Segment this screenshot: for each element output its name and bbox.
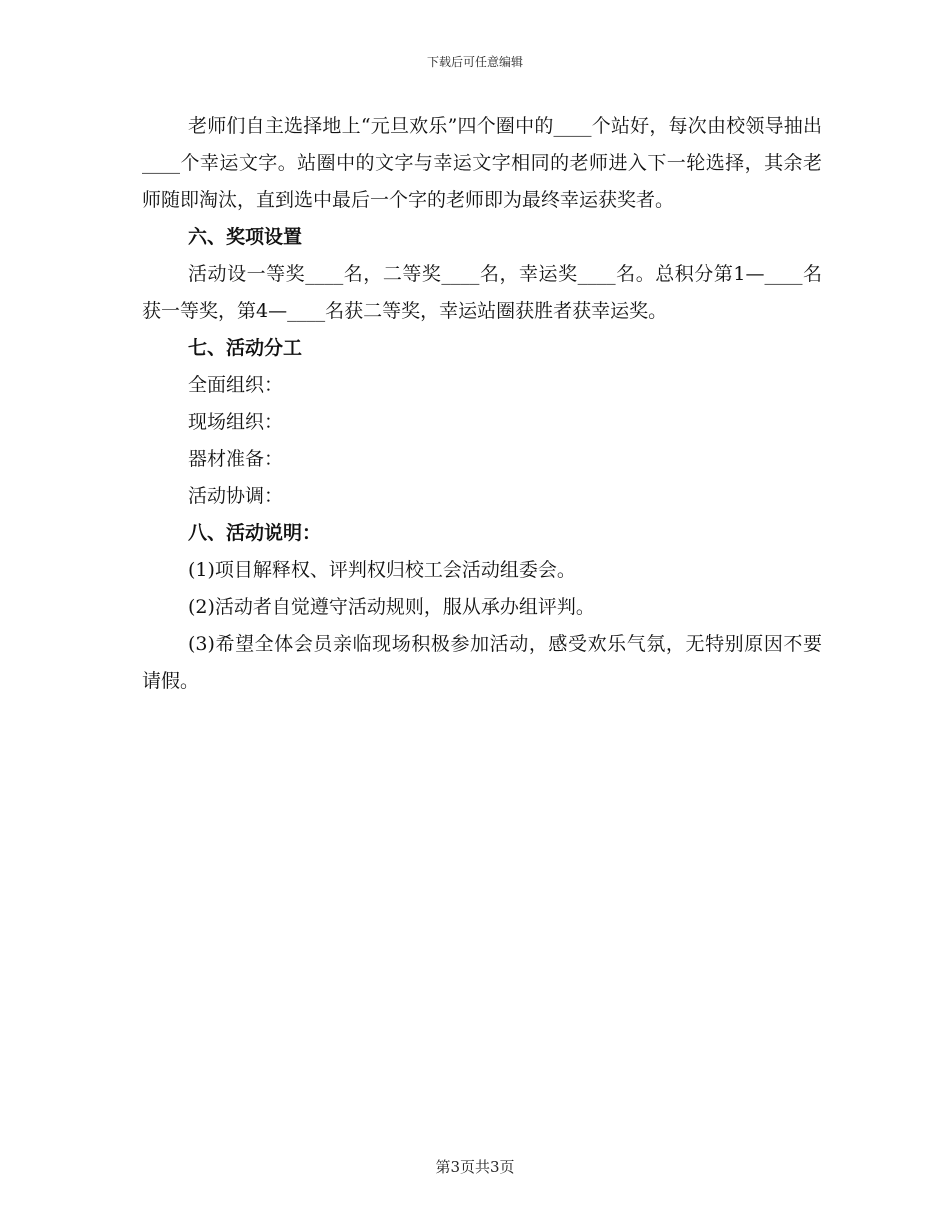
section-8-title: 八、活动说明： <box>188 522 322 544</box>
division-item: 活动协调： <box>188 485 284 507</box>
intro-paragraph: 老师们自主选择地上“元旦欢乐”四个圈中的____个站好，每次由校领导抽出____个幸运文字。站圈中的文字与幸运文字相同的老师进入下一轮选择，其余老师随即淘汰，直到选中最后一个字的老师即为最终幸运获奖者。 <box>142 115 822 211</box>
document-body <box>142 108 822 700</box>
page-footer: 第3页共3页 <box>435 1158 515 1176</box>
section-7-title: 七、活动分工 <box>188 337 303 359</box>
section-6-paragraph: 活动设一等奖____名，二等奖____名，幸运奖____名。总积分第1—____名获一等奖，第4—____名获二等奖，幸运站圈获胜者获幸运奖。 <box>142 263 822 322</box>
page-header: 下载后可任意编辑 <box>426 55 523 69</box>
note-item: (3)希望全体会员亲临现场积极参加活动，感受欢乐气氛，无特别原因不要请假。 <box>142 633 822 692</box>
division-item: 器材准备： <box>188 448 284 470</box>
section-6-title: 六、奖项设置 <box>188 226 303 248</box>
division-item: 现场组织： <box>188 411 284 433</box>
note-item: (2)活动者自觉遵守活动规则，服从承办组评判。 <box>188 596 595 618</box>
division-item: 全面组织： <box>188 374 284 396</box>
note-item: (1)项目解释权、评判权归校工会活动组委会。 <box>188 559 576 581</box>
